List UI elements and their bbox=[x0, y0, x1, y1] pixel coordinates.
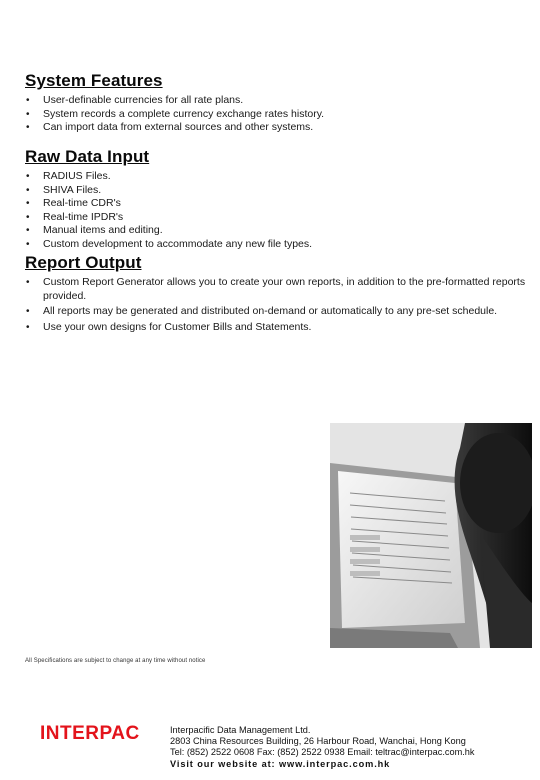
company-name: Interpacific Data Management Ltd. bbox=[170, 725, 311, 735]
list-item: • Use your own designs for Customer Bills and Statements. bbox=[26, 320, 312, 333]
contact-block bbox=[170, 725, 530, 770]
system-features-list bbox=[25, 94, 530, 135]
list-item: • Manual items and editing. bbox=[26, 224, 163, 236]
list-item: • Real-time CDR's bbox=[26, 197, 121, 209]
list-item: • Custom development to accommodate any new file types. bbox=[26, 237, 313, 250]
list-item: • RADIUS Files. bbox=[26, 170, 111, 182]
list-item: • Real-time IPDR's bbox=[26, 210, 124, 223]
list-item: • User-definable currencies for all rate plans. bbox=[26, 94, 244, 106]
bullet-icon: • bbox=[26, 122, 30, 133]
system-features-section bbox=[25, 71, 530, 135]
bullet-icon: • bbox=[26, 184, 30, 196]
interpac-logo: INTERPAC bbox=[40, 723, 140, 744]
raw-data-input-heading: Raw Data Input bbox=[25, 147, 150, 166]
system-features-heading: System Features bbox=[25, 71, 163, 90]
bullet-icon: • bbox=[26, 108, 30, 120]
list-item: • Custom Report Generator allows you to create your own reports, in addition to the pre-formatted reports provided. bbox=[26, 276, 526, 302]
report-output-section bbox=[25, 253, 530, 336]
bullet-icon: • bbox=[26, 211, 30, 223]
bullet-icon: • bbox=[26, 95, 30, 106]
monitor-photo-illustration bbox=[330, 423, 532, 648]
list-item: • System records a complete currency exchange rates history. bbox=[26, 107, 325, 120]
monitor-photo bbox=[330, 423, 532, 648]
contact-phone-email: Tel: (852) 2522 0608 Fax: (852) 2522 0938 Email: teltrac@interpac.com.hk bbox=[170, 747, 475, 758]
website-link[interactable]: Visit our website at: www.interpac.com.hk bbox=[170, 758, 391, 769]
disclaimer-text: All Specifications are subject to change at any time without notice bbox=[25, 658, 206, 664]
bullet-icon: • bbox=[26, 306, 30, 317]
bullet-icon: • bbox=[26, 238, 30, 250]
raw-data-input-list bbox=[25, 170, 530, 251]
report-output-list bbox=[25, 276, 530, 334]
report-output-heading: Report Output bbox=[25, 253, 142, 272]
bullet-icon: • bbox=[26, 198, 30, 209]
bullet-icon: • bbox=[26, 171, 30, 182]
company-address: 2803 China Resources Building, 26 Harbour Road, Wanchai, Hong Kong bbox=[170, 736, 466, 747]
list-item: • All reports may be generated and distributed on-demand or automatically to any pre-set schedule. bbox=[26, 305, 498, 317]
bullet-icon: • bbox=[26, 277, 30, 288]
bullet-icon: • bbox=[26, 321, 30, 333]
list-item: • SHIVA Files. bbox=[26, 183, 102, 196]
raw-data-input-section bbox=[25, 147, 530, 251]
bullet-icon: • bbox=[26, 225, 30, 236]
list-item: • Can import data from external sources and other systems. bbox=[26, 121, 314, 133]
